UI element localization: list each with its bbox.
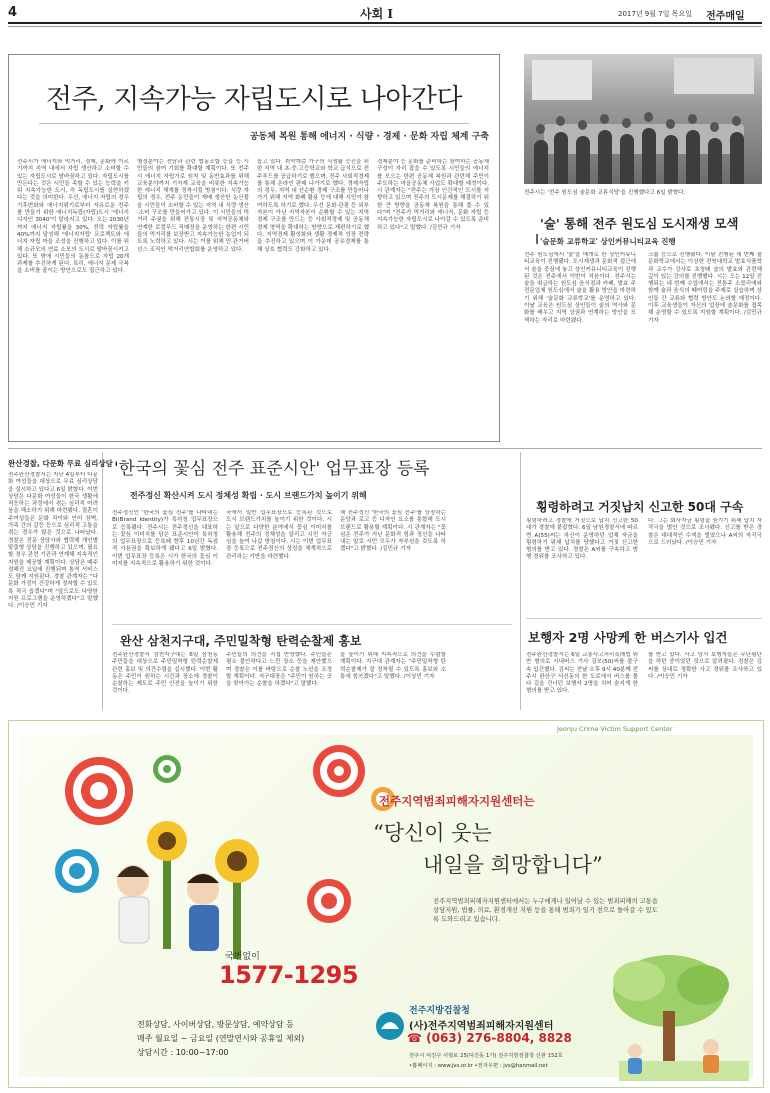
headline-rule xyxy=(39,123,469,124)
lead-subheadline: 공동체 복원 통해 에너지 · 식량 · 경제 · 문화 자립 체계 구축 xyxy=(249,132,489,142)
article4-rule xyxy=(112,624,512,625)
photo-caption: 전주시는 '전주 원도심 술문화 교류식당'을 진행했다고 6일 밝혔다. xyxy=(524,190,686,196)
lead-column-3: 돕고 있다. 취약계층 가구의 식생활 증진을 위한 지역 내 초·중·고등학교와 학교 급식으로 전주푸드를 공급하기로 했으며, 전주 사회적경제를 통해 온라인 판매 나가기로 했다. 경제자립의 경우, 지역 내 선순환 경제 구조를 만들어나가기 위해 지역 화폐 활용 등에 대해 시민이 참여하도록 하기로 했다. 우선 문화·관광 등 외부자본이 아닌 지역자본이 순환할 수 있는 지역 경제 구조를 만드는 등 사회적경제 및 공동체 경제 영역을 확대하는 방향으로 재편하기로 했다. 지역경제 활성화와 생활 경제적 성장 전략을 추진하고 있으며 이 가운데 공유경제를 통해 상호 협력도 강화하고 있다. xyxy=(257,159,369,253)
sidebar-headline: 완산경찰, 다문화 무료 심리상담 xyxy=(8,459,113,468)
hours-time: 상담시간 : 10:00~17:00 xyxy=(137,1048,229,1057)
page-number: 4 xyxy=(8,5,18,20)
article6-headline: 보행자 2명 사망케 한 버스기사 입건 xyxy=(528,630,728,645)
lead-column-1: 전주시가 에너지와 먹거리, 경제, 문화에 이르기까지 지역 내에서 자립 생산하고 소비할 수 있는 자립도시로 탈바꿈하고 있다. 자립도시를 만든다는 것은 시민들 족할 수 있는 능력을 키워 지속가능한 도시, 즉 독립도시를 실현하겠다는 것을 의미한다. 우선, 에너지 자립의 경우 기후변화와 에너지위기로부터 자유로운 전주를 만들기 위한 에너지독립(자립)도시 '에너지 디자인 3040'이 달라지고 있다. 오는 2030년까지 에너지 자립률을 30%, 전력 자립률을 40%까지 달성해 '에너지자립' 프로젝트와 에너지 자립 마을 조성을 진행하고 있다. 이를 위해 소규모의 연료 소모의 도시로 탈바꿈시키고 있다. 또 밖에 시민들의 동참으로 자립 20개 과제를 추진하게 된다. 특히, 에너지 문제 극복을 소비를 줄이는 방안으로도 접근하고 있다. xyxy=(17,159,129,275)
center-logo-icon xyxy=(375,1011,405,1041)
sidebar-body: 전주완산경찰서는 지난 4일부터 다문화 여성들을 대상으로 무료 심리상담을 실시하고 있다고 6일 밝혔다. 이번 상담은 다문화 여성들이 한국 생활에 적응하는 과정에서 겪는 심리적 어려움을 해소하기 위해 마련됐다. 결혼이주여성들은 문화 차이와 언어 장벽, 가족 간의 갈등 등으로 심리적 고통을 겪는 경우가 많은 것으로 나타났다. 경찰은 전문 상담사와 협력해 개인별 맞춤형 상담을 진행하고 있으며, 필요할 경우 관련 기관과 연계해 지속적인 지원을 제공할 계획이다. 상담은 매주 정해진 요일에 진행되며 통역 서비스도 함께 지원된다. 경찰 관계자는 "다문화 가정이 건강하게 정착할 수 있도록 적극 돕겠다"며 "앞으로도 다양한 지원 프로그램을 운영하겠다"고 말했다. /이승민 기자 xyxy=(8,472,98,610)
victim-support-ad xyxy=(8,720,764,1088)
article4-headline: 완산 삼천지구대, 주민밀착형 탄력순찰제 홍보 xyxy=(120,634,362,648)
lead-article xyxy=(8,54,500,442)
lead-column-2: 행정분야는 전담과 관련 협동조합 등을 등 시민들의 참여 기회를 확대할 계획이다. 또 전주시 에너지 자립가로 원칙 및 동반효과를 위해 교육분야까지 기자재 교육을 비롯한 지속가능한 에너지 체계를 정착시킬 방침이다. 식량 자립의 경우, 전주 농민들이 재배 생산한 농산물을 시민들이 소비할 수 있는 지역 내 식량 생산·소비 구조를 만들어가고 있다. 이 시민들의 먹거리 주권을 위해 전통시장 및 지역공동체와 연계한 로컬푸드 직매장을 운영하는 한편 시민들의 먹거리를 보장받고 지속가능한 농업이 되도록 노력하고 있다. 시는 이를 위해 민·관거버넌스 조직인 먹거리연합회를 운영하고 있다. xyxy=(137,159,249,253)
article4-column-2: 주민들의 의견을 직접 반영했다. 주민들은 평소 불안하다고 느낀 장소 등을 제안했으며 경찰은 이를 바탕으로 순찰 노선을 조정할 계획이다. 지구대장은 "주민이 원하는 곳을 찾아가는 순찰을 하겠다"고 말했다. xyxy=(226,652,332,688)
hotline-number: 1577-1295 xyxy=(219,961,359,989)
toll-free-label: 국번없이 xyxy=(225,952,260,962)
article4-column-1: 전주완산경찰서 삼천지구대는 6일 삼천동 주민들을 대상으로 주민밀착형 탄력순찰제 관련 홍보 및 의견수렴을 실시했다. 이번 활동은 주민이 원하는 시간과 장소에 경찰이 순찰하는 제도로 주민 안전을 높이기 위한 것이다. xyxy=(112,652,218,695)
ad-org-english: Jeonju Crime Victim Support Center xyxy=(557,725,673,733)
issue-date: 2017년 9월 7일 목요일 xyxy=(618,10,692,18)
article6-column-2: 를 받고 있다. 사고 당시 보행자들은 무단횡단을 하던 중이었던 것으로 알려졌다. 경찰은 김씨를 상대로 정확한 사고 경위를 조사하고 있다. /이승민 기자 xyxy=(648,652,762,680)
hours-days: 매주 월요일 ~ 금요일 (연말연시와 공휴일 제외) xyxy=(137,1034,305,1043)
article4-column-3: 을 높이기 위해 지속적으로 의견을 수렴할 계획이다. 지구대 관계자는 "주민밀착형 탄력순찰제가 잘 정착될 수 있도록 홍보와 소통에 힘쓰겠다"고 말했다. /이상민 기자 xyxy=(340,652,446,680)
services-list: 전화상담, 사이버상담, 방문상담, 예약상담 등 xyxy=(137,1020,294,1029)
prosecutor-office: 전주지방검찰청 xyxy=(409,1006,470,1016)
section-title: 사회 I xyxy=(360,7,393,21)
ad-org-title: 전주지역범죄피해자지원센터는 xyxy=(379,794,535,808)
article5-column-1: 횡령하려고 경찰에 거짓으로 납치 신고한 50대가 경찰에 붙잡혔다. 6일 남원경찰서에 따르면 A(55)씨는 자신이 운영하던 업체 자금을 횡령하기 위해 납치를 당했다고 거짓 신고한 혐의를 받고 있다. 경찰은 A씨를 구속하고 범행 경위를 조사하고 있다. xyxy=(526,518,638,561)
center-contact: •홈페이지 : www.jvs.or.kr •전자우편 : jvs@hanmail.net xyxy=(409,1063,548,1069)
article5-column-2: 다. 그는 회사자금 횡령을 숨기기 위해 납치 자작극을 벌인 것으로 조사됐다. 신고를 받은 경찰은 대대적인 수색을 벌였으나 A씨의 자작극으로 드러났다. /이승민 기자 xyxy=(648,518,762,546)
article3-column-3: 해 전주정신 '한국의 꽃심 전주'를 상징하는 문양과 로고 등 디자인 요소를 통합해 도시 브랜드로 활용할 계획이다. 시 관계자는 "꽃심은 전주가 지닌 문화적 힘과 정신을 나타내는 말로 시민 모두가 자부심을 갖도록 하겠다"고 밝혔다. /김민규 기자 xyxy=(340,510,446,553)
article3-headline: '한국의 꽃심 전주 표준시안' 업무표장 등록 xyxy=(114,459,430,479)
article6-rule xyxy=(526,618,762,619)
lead-headline: 전주, 지속가능 자립도시로 나아간다 xyxy=(45,84,463,115)
article6-column-1: 전주완산경찰서는 6일 교통사고처리특례법 위반 혐의로 시내버스 기사 김모(50)씨를 불구속 입건했다. 김씨는 전날 오후 9시 40분께 전주시 완산구 서신동의 한 도로에서 버스를 몰다 길을 건너던 보행자 2명을 치어 숨지게 한 혐의를 받고 있다. xyxy=(526,652,638,695)
header-rule xyxy=(8,26,762,27)
article3-column-2: 국에서 일반 업무표장으로 등록된 것으로 도시 브랜드가치를 높이기 위한 것이다. 시는 앞으로 다양한 분야에서 꽃심 이미지를 활용해 전주의 정체성을 알리고 시민 자긍심을 높여 나갈 방침이다. 시는 이번 업무표장 등록으로 전주정신의 상징을 체계적으로 관리하는 기반을 마련했다. xyxy=(226,510,332,560)
ad-description: 전주지역범죄피해자지원센터에서는 누구에게나 일어날 수 있는 범죄피해의 고통을 상담지원, 법률, 의료, 환경개선 지원 등을 통해 범죄가 일기 전으로 돌아갈 수 있도록 도와드리고 있습니다. xyxy=(433,898,658,923)
article5-headline: 횡령하려고 거짓납치 신고한 50대 구속 xyxy=(536,500,744,514)
ad-slogan-line1: “당신이 웃는 xyxy=(373,821,492,845)
article3-column-1: 전주정신인 '한국의 꽃심 전주'를 나타내는 BI(Brand Identity)가 특허청 업무표장으로 등록됐다. 전주시는 전주정신을 대표하는 꽃심 이미지를 담은 표준시안이 특허청의 업무표장으로 등록돼 향후 10년간 독점적 사용권을 확보하게 됐다고 6일 밝혔다. 이번 업무표장 등록은 시가 한국의 꽃심 이미지를 지속적으로 활용하기 위한 것이다. xyxy=(112,510,218,568)
subhead-marker xyxy=(536,234,538,244)
photo-window xyxy=(532,60,592,100)
article2-subheadline: '술문화 교류학교' 상인커뮤니티교육 진행 xyxy=(540,237,676,246)
center-name: (사)전주지역범죄피해자지원센터 xyxy=(409,1021,554,1032)
page-header xyxy=(8,4,762,24)
target-circle-small xyxy=(299,871,359,931)
article3-subheadline: 전주정신 확산시켜 도시 정체성 확립 · 도시 브랜드가치 높이기 위해 xyxy=(130,491,367,500)
sidebar-divider xyxy=(102,452,103,710)
target-circles-graphic-2 xyxy=(309,741,399,821)
article2-column-1: 전주 원도심에서 '술'을 매개로 한 상인커뮤니티교육이 진행됐다. 도시재생과 문화적 접근에서 술을 중심에 놓고 상인커뮤니티교육이 진행된 것은 전주에서 이번이 처음이다. 전주시는 술을 취급하는 원도심 음식점과 카페, 발효 주전문업체 원도심에서 술을 활용 방안을 마련하기 위해 '술문화 교류학교'를 운영하고 있다. 이날 교육은 원도심 상인들이 술의 역사와 문화를 배우고 지역 상권과 연계하는 방안을 모색하는 자리로 마련됐다. xyxy=(524,252,636,324)
ad-slogan-line2: 내일을 희망합니다” xyxy=(423,853,603,877)
lead-column-4: 경제분야 등 문화를 준비하는 참여하는 공동체 구성이 자리 잡을 수 있도록 시민들의 에너지를 모으는 한편 공동체 복원과 관련해 주민이 주도하는 마을공동체 사업도 확대할 예정이다. 시 관계자는 "전주는 가장 인간적인 도시를 지향하고 있으며 전주의 도시문제를 해결하기 위한 큰 방향을 공동체 복원을 통해 풀 수 있다"며 "전주가 먹거리와 에너지, 문화 자립 등 지속가능한 자립도시로 나아갈 수 있도록 준비하고 있다"고 말했다. /김민규 기자 xyxy=(377,159,489,231)
children-sunflower-illustration xyxy=(105,819,275,969)
article2-headline: '술' 통해 전주 원도심 도시재생 모색 xyxy=(540,216,739,231)
center-phone: ☎ (063) 276-8804, 8828 xyxy=(407,1031,572,1045)
center-address: 전주시 덕진구 사평로 25(덕진동 1가) 전주지방검찰청 신관 152호 xyxy=(409,1053,563,1059)
news-photo xyxy=(524,54,762,184)
newspaper-brand: 전주매일 xyxy=(706,11,745,22)
article2-column-2: 크숍 등으로 진행됐다. 이날 진행된 세 번째 술문화학교에서는 이상헌 전북대학교 발효식품학과 교수가 강사로 초청돼 술의 발효와 관련해 깊이 있는 강의를 진행했다. 시는 오는 12일 진행되는 네 번째 수업에서는 전통주 소믈리에와 함께 술과 음식의 페어링을 주제로 실습하며 상인들 간 교류와 협력 방안도 논의할 예정이다. 이후 교육생들이 자신의 업장에 술문화를 접목해 운영할 수 있도록 지원할 계획이다. /김민규 기자 xyxy=(648,252,762,324)
section-rule xyxy=(8,448,762,449)
tree-children-illustration xyxy=(599,951,759,1081)
photo-screen xyxy=(674,58,754,94)
right-column-divider xyxy=(520,452,521,710)
